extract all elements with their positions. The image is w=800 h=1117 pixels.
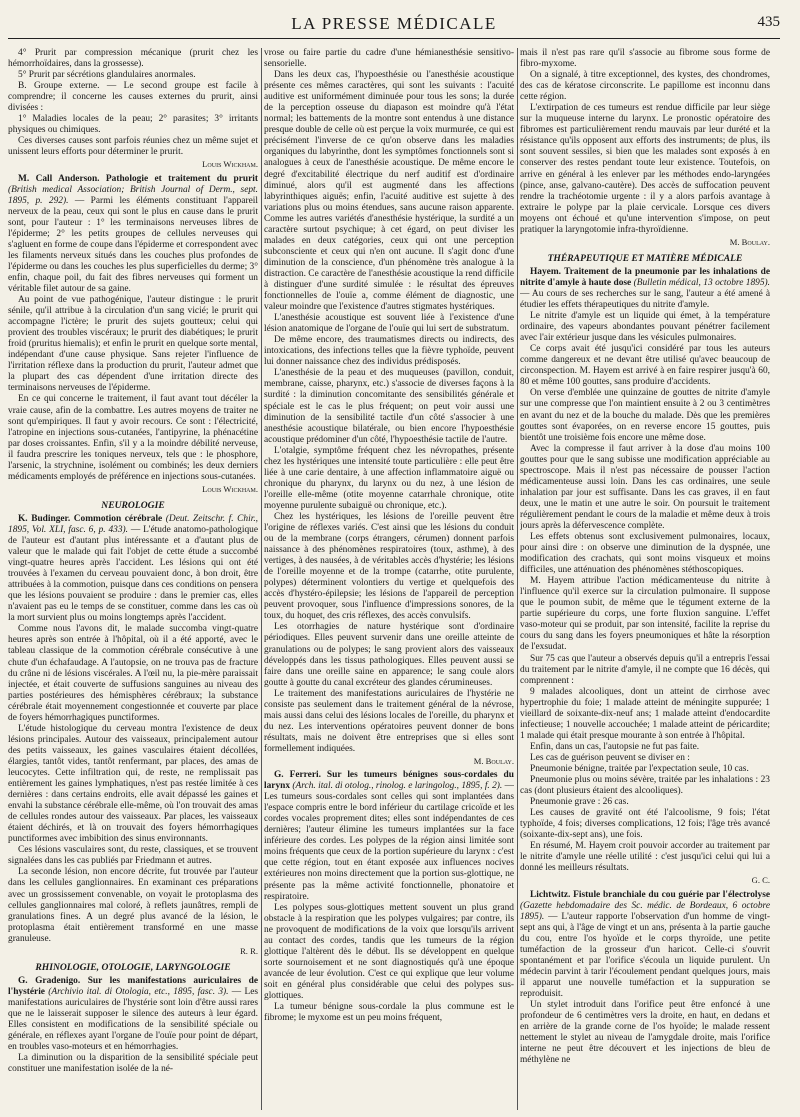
author-signature: M. Boulay.	[729, 236, 770, 247]
paragraph: L'extirpation de ces tumeurs est rendue difficile par leur siège sur la muqueuse interne du larynx. Le pronostic opératoire des fibromes est particulièrement rendu mauvais par leur durété et la résistance qu'ils opposent aux efforts des instruments; de plus, ils sont souvent sessiles, si bien que les malades sont exposés à en conserver des restes pendant toute leur existence. Toutefois, on arrive en général à les enlever par les méthodes endo-laryngées (pince, anse, galvano-cautère). Des accès de suffocation peuvent rendre la trachéotomie urgente : il y a alors parfois avantage à extraire le polype par la plaie cervicale. Lorsque ces divers moyens ont échoué et qu'une intervention s'impose, on peut pratiquer la laryngotomie infra-thyroïdienne.	[520, 103, 770, 235]
column-left	[8, 48, 258, 1110]
author-signature: G. C.	[751, 875, 770, 886]
article-lead	[8, 514, 258, 624]
paragraph: mais il n'est pas rare qu'il s'associe au fibrome sous forme de fibro-myxome.	[520, 48, 770, 70]
paragraph: M. Hayem attribue l'action médicamenteuse du nitrite à l'influence qu'il exerce sur la circulation pulmonaire. Il suppose que le poumon subit, de même que le tégument externe de la partie supérieure du corps, une forte fluxion sanguine. L'effet vaso-moteur qui se produit, par son intensité, facilite la reprise du cours du sang dans les foyers pneumoniques et hâte la résorption de l'exsudat.	[520, 576, 770, 653]
paragraph: Le nitrite d'amyle est un liquide qui émet, à la température ordinaire, des vapeurs abondantes pouvant pénétrer facilement avec l'air extérieur jusque dans les vésicules pulmonaires.	[520, 311, 770, 344]
article-author: K. Budinger.	[18, 513, 71, 524]
article-author: M. Call Anderson.	[18, 173, 100, 184]
article-lead	[264, 770, 514, 903]
paragraph: Ce corps avait été jusqu'ici considéré par tous les auteurs comme dangereux et ne devant être utilisé qu'avec beaucoup de circonspection. M. Hayem est arrivé à en faire respirer jusqu'à 60, 80 et même 100 gouttes, sans produire d'accidents.	[520, 344, 770, 388]
author-signature: Louis Wickham.	[202, 159, 258, 170]
article-author: Hayem.	[530, 266, 561, 277]
column-divider	[261, 48, 262, 1110]
article-author: G. Gradenigo.	[18, 975, 81, 986]
paragraph: Pneumonie bénigne, traitée par l'expectation seule, 10 cas.	[530, 764, 749, 774]
article-author: Lichtwitz.	[530, 889, 571, 900]
article-title: Sur les tumeurs bénignes sous-cordales du larynx	[264, 770, 514, 792]
paragraph: Ces diverses causes sont parfois réunies chez un même sujet et unissent leurs efforts pour déterminer le prurit.	[8, 136, 258, 158]
paragraph: En résumé, M. Hayem croit pouvoir accorder au traitement par le nitrite d'amyle une réelle utilité : c'est jusqu'ici celui qui lui a donné les meilleurs résultats.	[520, 841, 770, 874]
page-header	[8, 14, 780, 36]
paragraph: B. Groupe externe. — Le second groupe est facile à comprendre; il concerne les causes externes du prurit, ainsi divisées :	[8, 81, 258, 114]
article-title: Sur les manifestations auriculaires de l'hystérie	[8, 975, 258, 997]
section-heading-rhinologie: RHINOLOGIE, OTOLOGIE, LARYNGOLOGIE	[35, 961, 231, 973]
article-title: Fistule branchiale du cou guérie par l'électrolyse	[573, 889, 770, 900]
article-lead	[520, 267, 770, 311]
article-author: G. Ferreri.	[274, 770, 321, 781]
paragraph: Le traitement des manifestations auriculaires de l'hystérie ne consiste pas seulement dans le traitement général de la névrose, mais aussi dans celui des lésions locales de l'oreille, du pharynx et du nez. Les interventions opératoires peuvent donner de bons résultats, mais ne doivent être entreprises que si elles sont formellement indiquées.	[264, 688, 514, 754]
paragraph: 5° Prurit par sécrétions glandulaires anormales.	[18, 70, 196, 81]
article-source: (Deut. Zeitschr. f. Chir., 1895, Vol. XLI, fasc. 6, p. 433).	[8, 513, 258, 535]
paragraph: La diminution ou la disparition de la sensibilité spéciale peut constituer une manifestation isolée de la né-	[8, 1053, 258, 1075]
article-source: (Arch. ital. di otolog., rinolog. e laringolog., 1895, f. 2).	[292, 781, 503, 792]
article-title: Commotion cérébrale	[73, 513, 163, 524]
paragraph: Sur 75 cas que l'auteur a observés depuis qu'il a entrepris l'essai du traitement par le nitrite d'amyle, il ne compte que 16 décès, qui comprennent :	[520, 653, 770, 686]
paragraph: Les polypes sous-glottiques mettent souvent un plus grand obstacle à la respiration que les polypes vulgaires; par contre, ils ne provoquent de modifications de la voix que lorsqu'ils arrivent au contact des cordes, tandis que les tumeurs de la région glottique l'altèrent dès le début. Ils se développent en quelque sorte sournoisement et ne sont diagnostiqués qu'à une époque avancée de leur évolution. C'est ce qui explique que leur volume soit en général plus considérable que celui des polypes sus-glottiques.	[264, 902, 514, 1001]
paragraph: La seconde lésion, non encore décrite, fut trouvée par l'auteur dans les cellules ganglionnaires. En examinant ces préparations avec un grossissement convenable, on voyait le protoplasma des cellules ganglionnaires mal coloré, à reflets jaunâtres, rempli de granulations fines. A un degré plus avancé de la lésion, le protoplasma était entièrement transformé en une masse granuleuse.	[8, 867, 258, 944]
page-number: 435	[757, 14, 780, 30]
article-source: (Gazette hebdomadaire des Sc. médic. de Bordeaux, 6 octobre 1895).	[520, 900, 770, 922]
paragraph: La tumeur bénigne sous-cordale la plus commune est le fibrome; le myxome est un peu moins fréquent,	[264, 1002, 514, 1024]
paragraph: Pneumonie grave : 26 cas.	[530, 797, 629, 808]
paragraph: 1° Maladies locales de la peau; 2° parasites; 3° irritants physiques ou chimiques.	[8, 114, 258, 136]
article-text: — Parmi les éléments constituant l'appareil nerveux de la peau, ceux qui sont le plus en cause dans le prurit sont, pour l'auteur : 1° les terminaisons nerveuses libres de l'épiderme; 2° les petits groupes de cellules nerveuses qui s'agluent en forme de coupe dans l'épiderme et correspondent avec les filaments nerveux situés dans les couches plus profondes de l'épiderme ou dans les couches les plus superficielles du derme; 3° enfin, chaque poil, du fait des fibres nerveuses qui forment un véritable filet autour de sa gaine.	[8, 195, 258, 294]
paragraph: Ces lésions vasculaires sont, du reste, classiques, et se trouvent signalées dans les cas publiés par Friedmann et autres.	[8, 845, 258, 867]
article-text: — L'auteur rapporte l'observation d'un homme de vingt-sept ans qui, à l'âge de vingt et un ans, présenta à la partie gauche du cou, entre l'os hyoïde et le corps thyroïde, une petite tuméfaction de la grosseur d'un haricot. Celle-ci s'ouvrit spontanément et par l'orifice s'écoula un liquide purulent. Un médecin parvint à tarir l'écoulement pendant quelques jours, mais il apparut une nouvelle tuméfaction et la suppuration se reproduisit.	[520, 911, 770, 999]
paragraph: Dans les deux cas, l'hypoesthésie ou l'anesthésie acoustique présente ces mêmes caractères, qui sont les suivants : l'acuité auditive est uniformément diminuée pour tous les sons; la durée de la perception osseuse du diapason est moindre qu'à l'état normal; les battements de la montre sont entendus à une distance presque double de celle où est perçue la voix murmurée, ce qui est précisément l'inverse de ce qu'on observe dans les maladies organiques du labyrinthe, dont les symptômes fonctionnels sont si analogues à ceux de l'anesthésie acoustique. De même encore le degré d'excitabilité électrique du nerf auditif est d'ordinaire diminué, alors qu'il est augmenté dans les affections labyrinthiques aiguës; enfin, l'acuité auditive est sujette à des variations plus ou moins étendues, sans aucune raison apparente. Comme les autres variétés d'anesthésie hystérique, la surdité a un caractère surtout psychique; à cet égard, on peut diviser les malades en deux catégories, ceux qui ont une perception subconsciente et ceux qui n'en ont aucune. Il s'agit donc d'une diminution de la conscience, d'un phénomène très analogue à la distraction. Ce caractère de l'anesthésie acoustique la rend difficile à distinguer d'une surdité simulée : le résultat des épreuves fonctionnelles de l'ouïe a, comme élément de diagnostic, une valeur moindre que l'existence d'autres stigmates hystériques.	[264, 70, 514, 313]
article-lead	[520, 890, 770, 1000]
author-signature: R. R.	[240, 945, 258, 956]
running-title: LA PRESSE MÉDICALE	[291, 14, 497, 33]
paragraph: L'étude histologique du cerveau montra l'existence de deux lésions principales. Autour des vaisseaux, principalement autour des petits vaisseaux, les gaines vasculaires étaient décollées, élargies, tantôt vides, tantôt renfermant, par places, des amas de leucocytes. Cette infiltration qui, de reste, ne remplissait pas entièrement les gaines lymphatiques, n'est pas restée limitée à ces dernières : dans certains endroits, elle avait dépassé les gaines et envahi la substance cérébrale elle-même, où l'on trouvait des amas de cellules rondes autour des vaisseaux. Par places, les vaisseaux étaient déchirés, et là on trouvait des foyers hémorrhagiques punctiformes avec imbibition des sinus environnants.	[8, 723, 258, 845]
paragraph: L'anesthésie acoustique est souvent liée à l'existence d'une lésion anatomique de l'organe de l'ouïe qui lui sert de substratum.	[264, 313, 514, 335]
author-signature: M. Boulay.	[473, 756, 514, 766]
author-signature: Louis Wickham.	[202, 483, 258, 494]
article-source: (Archivio ital. di Otologia, etc., 1895, fasc. 3).	[48, 986, 229, 997]
paragraph: Au point de vue pathogénique, l'auteur distingue : le prurit sénile, qu'il attribue à la circulation d'un sang vicié; le prurit qui accompagne l'ictère; le prurit des sujets goutteux; celui qui provient des troubles viscéraux; le prurit des diabétiques; le prurit froid (pruritus hiemalis); et enfin le prurit en quelque sorte mental, indépendant d'une cause physique. Sans rejeter l'influence de l'irritation réflexe dans la production du prurit, l'auteur admet que la plupart des cas dépendent d'une irritation directe des terminaisons nerveuses de l'épiderme.	[8, 295, 258, 394]
paragraph: Les otorrhagies de nature hystérique sont d'ordinaire périodiques. Elles peuvent survenir dans une oreille atteinte de granulations ou de polypes; le sang provient alors des vaisseaux développés dans les tissus pathologiques. Elles peuvent aussi se faire dans une oreille saine en apparence; le sang coule alors goutte à goutte du canal excréteur des glandes cérumineuses.	[264, 622, 514, 688]
paragraph: vrose ou faire partie du cadre d'une hémianesthésie sensitivo-sensorielle.	[264, 48, 514, 70]
article-title: Traitement de la pneumonie par les inhalations de nitrite d'amyle à haute dose	[520, 266, 770, 288]
paragraph: L'otalgie, symptôme fréquent chez les névropathes, présente chez les hystériques une intensité toute particulière : elle peut être liée à une carie dentaire, à une affection inflammatoire aiguë ou chronique du pharynx, du larynx ou du nez, à une lésion de l'oreille elle-même (otite moyenne catarrhale chronique, otite moyenne purulente subaiguë ou chronique, etc.).	[264, 445, 514, 511]
article-text: — Les tumeurs sous-cordales sont celles qui sont implantées dans l'espace compris entre le bord inférieur du cartilage cricoïde et les cordes vocales proprement dites; elles sont indépendantes de ces dernières; l'auteur élimine les tumeurs implantées sur la face inférieure des cordes. Les polypes de la région ainsi limitée sont moins fréquents que ceux de la portion supérieure du larynx : c'est que cette région, tout en étant exposée aux influences nocives extérieures non moins directement que la portion sus-glottique, ne présente pas la même activité fonctionnelle, phonatoire et respiratoire.	[264, 781, 514, 902]
paragraph: Un stylet introduit dans l'orifice peut être enfoncé à une profondeur de 6 centimètres vers la droite, en haut, en dedans et en arrière de la grande corne de l'os hyoïde; le malade ressent nettement le stylet au niveau de l'amygdale droite, mais l'orifice interne ne peut être découvert et les injections de bleu de méthylène ne	[520, 999, 770, 1066]
article-source: (Bulletin médical, 13 octobre 1895).	[633, 277, 770, 288]
column-right	[520, 48, 770, 1110]
paragraph: De même encore, des traumatismes directs ou indirects, des intoxications, des infections telles que la fièvre typhoïde, peuvent lui donner naissance chez des individus prédisposés.	[264, 335, 514, 368]
article-lead	[8, 174, 258, 296]
paragraph: Les effets obtenus sont exclusivement pulmonaires, locaux, pour ainsi dire : on observe une diminution de la dyspnée, une modification des crachats, qui sont moins visqueux et moins difficiles, une atténuation des phénomènes stéthoscopiques.	[520, 532, 770, 576]
paragraph: On verse d'emblée une quinzaine de gouttes de nitrite d'amyle sur une compresse que l'on maintient ensuite à 2 ou 3 centimètres en avant du nez et de la bouche du malade. Dès que les premières gouttes sont évaporées, on en reverse encore 15 gouttes, puis bientôt une troisième fois encore une même dose.	[520, 388, 770, 443]
article-text: — Les manifestations auriculaires de l'hystérie sont loin d'être aussi rares que ne le laisserait supposer le silence des auteurs à leur égard. Elles consistent en modifications de la sensibilité spéciale ou générale, en réflexes ayant l'organe de l'ouïe pour point de départ, en troubles vaso-moteurs et en hémorrhagies.	[8, 986, 258, 1053]
paragraph: On a signalé, à titre exceptionnel, des kystes, des chondromes, des cas de kératose circonscrite. Le papillome est inconnu dans cette région.	[520, 70, 770, 103]
article-source: (British medical Association; British Journal of Derm., sept. 1895, p. 292).	[8, 184, 258, 206]
header-rule	[8, 38, 780, 39]
paragraph: 9 malades alcooliques, dont un atteint de cirrhose avec hypertrophie du foie; 1 malade atteint de méningite suppurée; 1 vieillard de soixante-dix-neuf ans; 1 malade atteint d'endocardite infectieuse; 1 nouvelle accouchée; 1 malade atteint de péricardite; 1 malade qui était presque mourante à son entrée à l'hôpital.	[520, 686, 770, 741]
column-middle	[264, 48, 514, 1110]
article-lead	[8, 976, 258, 1053]
column-divider	[517, 48, 518, 1110]
paragraph: 4° Prurit par compression mécanique (prurit chez les hémorrhoïdaires, dans la grossesse).	[8, 48, 258, 70]
paragraph: Comme nous l'avons dit, le malade succomba vingt-quatre heures après son entrée à l'hôpital, où il a été apporté, avec le tableau classique de la commotion cérébrale consécutive à une chute d'un échafaudage. A l'autopsie, on ne trouva pas de fracture du crâne ni de lésions viscérales. A l'œil nu, la pie-mère paraissait injectée, et était couverte de suffusions sanguines au niveau des parties postérieures des hémisphères cérébraux; la substance cérébrale était moyennement congestionnée et couverte par place de foyers hémorrhagiques punctiformes.	[8, 624, 258, 723]
paragraph: Enfin, dans un cas, l'autopsie ne fut pas faite.	[530, 741, 700, 752]
article-title: Pathologie et traitement du prurit	[105, 173, 258, 184]
paragraph: L'anesthésie de la peau et des muqueuses (pavillon, conduit, membrane, caisse, pharynx, etc.) s'associe de diverses façons à la surdité : la diminution concomitante des sensibilités générale et spéciale est le cas le plus fréquent; on peut voir aussi une diminution de la sensibilité tactile d'un côté s'associer à une anesthésie acoustique bilatérale, ou bien encore l'hypoesthésie acoustique prédominer d'un côté, l'hypoesthésie tactile de l'autre.	[264, 368, 514, 445]
article-text: — Au cours de ses recherches sur le sang, l'auteur a été amené à étudier les effets thérapeutiques du nitrite d'amyle.	[520, 288, 770, 311]
paragraph: Pneumonie plus ou moins sévère, traitée par les inhalations : 23 cas (dont plusieurs étaient des alcooliques).	[520, 775, 770, 797]
paragraph: Les causes de gravité ont été l'alcoolisme, 9 fois; l'état typhoïde, 4 fois; diverses complications, 12 fois; l'âge très avancé (soixante-dix-sept ans), une fois.	[520, 808, 770, 841]
paragraph: Avec la compresse il faut arriver à la dose d'au moins 100 gouttes pour que le sang subisse une modification appréciable au spectroscope. Mais il n'est pas nécessaire de pousser l'action médicamenteuse aussi loin. Dans les cas ordinaires, une seule inhalation par jour est suffisante. Dans les cas graves, il en faut deux, une le matin et une autre le soir. On poursuit le traitement régulièrement pendant le cours de la maladie et même deux à trois jours après la défervescence complète.	[520, 443, 770, 531]
paragraph: En ce qui concerne le traitement, il faut avant tout décéler la vraie cause, afin de la combattre. Les autres moyens de traiter ne sont qu'empiriques. Il faut y avoir recours. Ce sont : l'électricité, l'atropine en injections sous-cutanées, l'antipyrine, la phénacétine par doses croissantes. Enfin, s'il y a la moindre débilité nerveuse, il faudra prescrire les toniques nerveux, tels que : le phosphore, l'arsenic, la strychnine, isolément ou combinés; les deux derniers médicaments employés de préférence en injections sous-cutanées.	[8, 394, 258, 482]
article-text: — L'étude anatomo-pathologique de l'auteur est d'autant plus intéressante et a d'autant plus de valeur que le malade qui fait l'objet de cette étude a succombé vingt-quatre heures après l'accident. Les lésions qui ont été trouvées à l'examen du cerveau pouvaient donc, à bon droit, être attribuées à la commotion, puisque dans ces conditions on pensera que les lésions pouvaient se produire : dans le premier cas, elles n'avaient pas eu le temps de se constituer, comme dans les cas où la mort survient plus ou moins longtemps après l'accident.	[8, 524, 258, 624]
paragraph: Chez les hystériques, les lésions de l'oreille peuvent être l'origine de réflexes variés. C'est ainsi que les lésions du conduit ou de la membrane (corps étrangers, cérumen) donnent parfois naissance à des phénomènes respiratoires (toux, asthme), à des vertiges, à des nausées, à de véritables accès d'hystérie; les lésions de l'oreille moyenne et de la trompe (catarrhe, otite purulente, polypes) déterminent volontiers du vertige et quelquefois des accès d'hystéro-épilepsie; les lésions de l'appareil de perception peuvent provoquer, sous l'influence d'impressions sonores, de la toux, du hoquet, des cris réflexes, des accès convulsifs.	[264, 511, 514, 622]
paragraph: Les cas de guérison peuvent se diviser en :	[530, 752, 690, 763]
section-heading-therapeutique: THÉRAPEUTIQUE ET MATIÈRE MÉDICALE	[547, 252, 743, 264]
section-heading-neurologie: NEUROLOGIE	[101, 499, 165, 511]
